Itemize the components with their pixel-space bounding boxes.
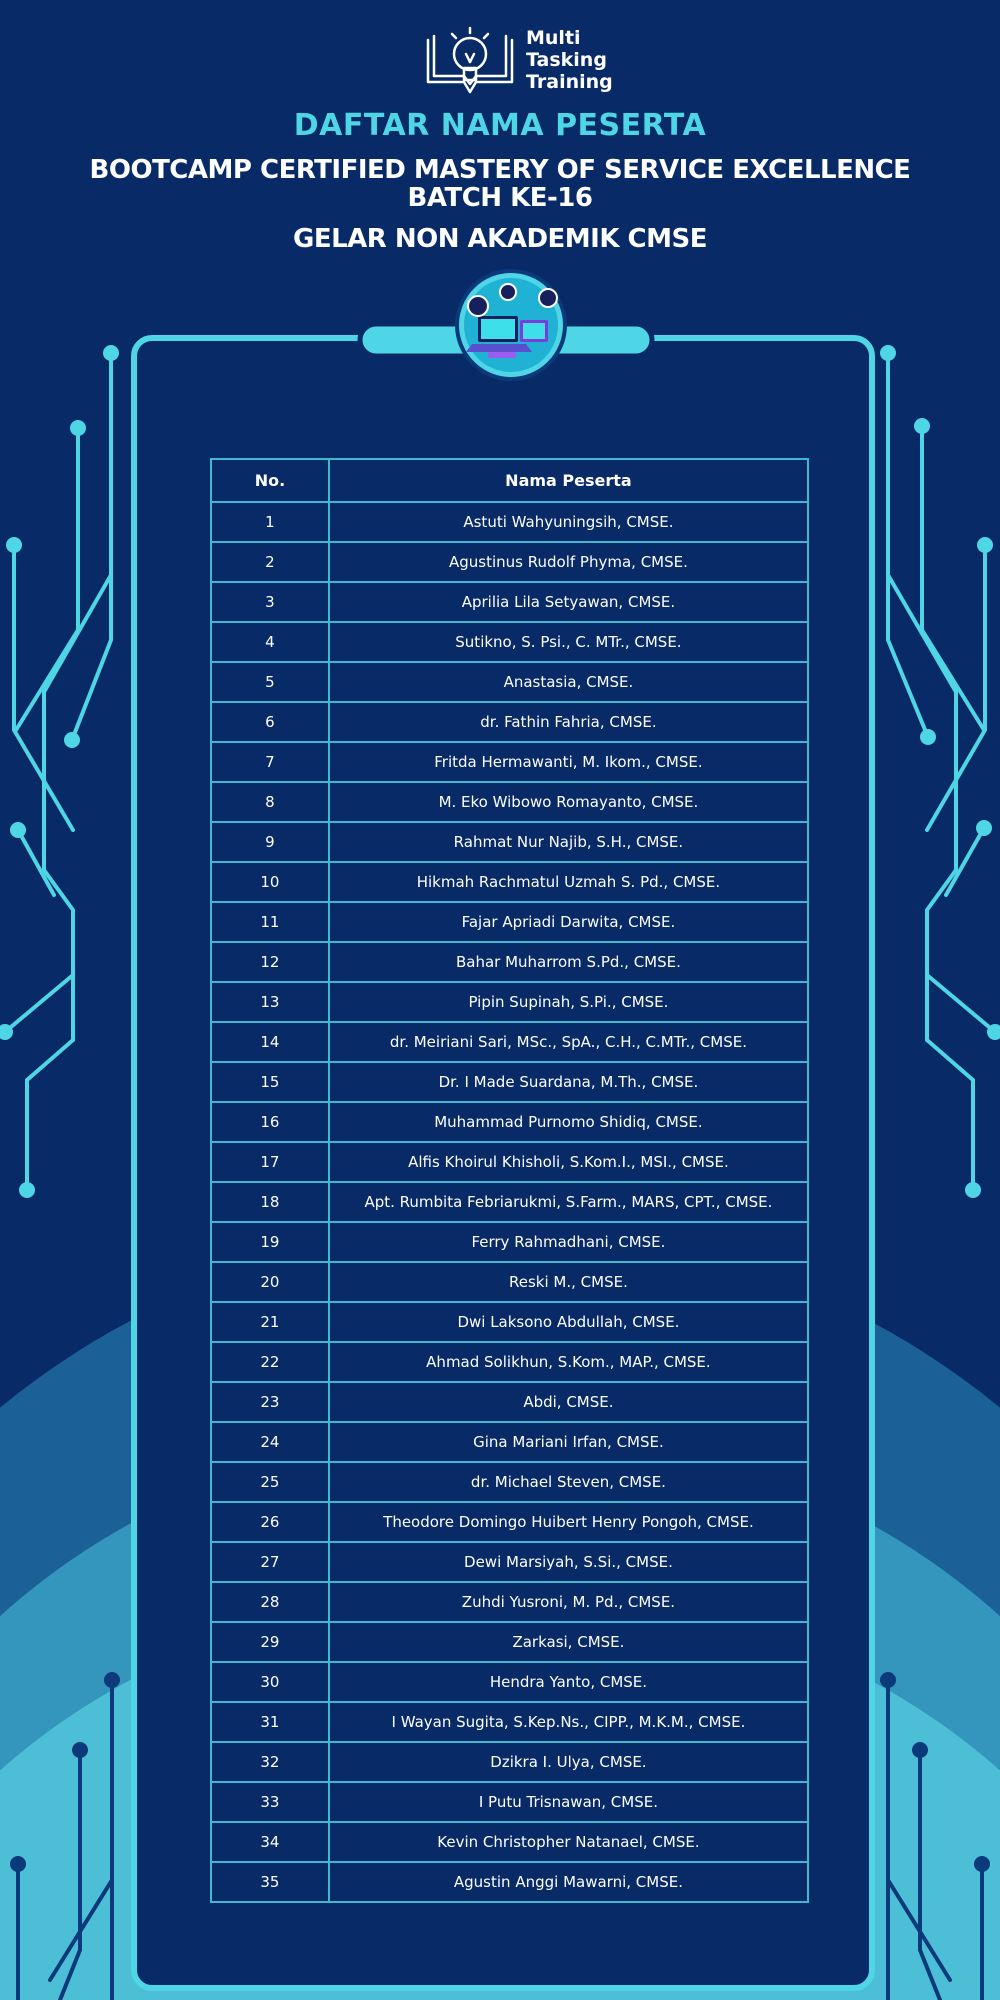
- row-number: 30: [211, 1662, 329, 1702]
- participant-name: dr. Meiriani Sari, MSc., SpA., C.H., C.MTr., CMSE.: [329, 1022, 808, 1062]
- row-number: 33: [211, 1782, 329, 1822]
- row-number: 1: [211, 502, 329, 542]
- row-number: 11: [211, 902, 329, 942]
- table-header-row: [211, 459, 808, 502]
- row-number: 10: [211, 862, 329, 902]
- row-number: 18: [211, 1182, 329, 1222]
- participant-name: Ahmad Solikhun, S.Kom., MAP., CMSE.: [329, 1342, 808, 1382]
- table-row: [211, 502, 808, 542]
- participant-name: Aprilia Lila Setyawan, CMSE.: [329, 582, 808, 622]
- logo-line-2: Tasking: [526, 49, 607, 71]
- page-subtitle: [0, 156, 1000, 212]
- participant-name: Muhammad Purnomo Shidiq, CMSE.: [329, 1102, 808, 1142]
- participant-name: Abdi, CMSE.: [329, 1382, 808, 1422]
- participant-name: Rahmat Nur Najib, S.H., CMSE.: [329, 822, 808, 862]
- table-row: [211, 1462, 808, 1502]
- row-number: 2: [211, 542, 329, 582]
- row-number: 7: [211, 742, 329, 782]
- row-number: 25: [211, 1462, 329, 1502]
- table-row: [211, 1742, 808, 1782]
- page-title: DAFTAR NAMA PESERTA: [293, 108, 707, 143]
- table-row: [211, 942, 808, 982]
- row-number: 32: [211, 1742, 329, 1782]
- row-number: 4: [211, 622, 329, 662]
- table-row: [211, 1222, 808, 1262]
- row-number: 14: [211, 1022, 329, 1062]
- row-number: 31: [211, 1702, 329, 1742]
- column-header-number: No.: [211, 459, 329, 502]
- row-number: 26: [211, 1502, 329, 1542]
- table-row: [211, 1382, 808, 1422]
- table-row: [211, 1662, 808, 1702]
- participant-table: [210, 458, 809, 1903]
- participant-name: Zuhdi Yusroni, M. Pd., CMSE.: [329, 1582, 808, 1622]
- table-row: [211, 1342, 808, 1382]
- table-row: [211, 542, 808, 582]
- row-number: 3: [211, 582, 329, 622]
- participant-name: Hikmah Rachmatul Uzmah S. Pd., CMSE.: [329, 862, 808, 902]
- table-row: [211, 1822, 808, 1862]
- participant-name: Anastasia, CMSE.: [329, 662, 808, 702]
- row-number: 9: [211, 822, 329, 862]
- row-number: 23: [211, 1382, 329, 1422]
- participant-name: Bahar Muharrom S.Pd., CMSE.: [329, 942, 808, 982]
- participant-name: Fajar Apriadi Darwita, CMSE.: [329, 902, 808, 942]
- participant-table-container: [210, 458, 809, 1903]
- participant-name: Dzikra I. Ulya, CMSE.: [329, 1742, 808, 1782]
- lightbulb-book-icon: [426, 24, 516, 96]
- participant-name: Reski M., CMSE.: [329, 1262, 808, 1302]
- participant-name: Hendra Yanto, CMSE.: [329, 1662, 808, 1702]
- table-row: [211, 1622, 808, 1662]
- participant-name: Agustin Anggi Mawarni, CMSE.: [329, 1862, 808, 1902]
- participant-name: M. Eko Wibowo Romayanto, CMSE.: [329, 782, 808, 822]
- row-number: 16: [211, 1102, 329, 1142]
- table-row: [211, 1102, 808, 1142]
- table-row: [211, 1062, 808, 1102]
- table-row: [211, 1582, 808, 1622]
- left-circuit-nodes: [0, 345, 119, 1198]
- table-row: [211, 1302, 808, 1342]
- table-row: [211, 1542, 808, 1582]
- table-row: [211, 1502, 808, 1542]
- row-number: 8: [211, 782, 329, 822]
- table-row: [211, 1702, 808, 1742]
- participant-name: Sutikno, S. Psi., C. MTr., CMSE.: [329, 622, 808, 662]
- row-number: 15: [211, 1062, 329, 1102]
- row-number: 22: [211, 1342, 329, 1382]
- participant-name: Astuti Wahyuningsih, CMSE.: [329, 502, 808, 542]
- participant-name: Dwi Laksono Abdullah, CMSE.: [329, 1302, 808, 1342]
- table-row: [211, 702, 808, 742]
- row-number: 19: [211, 1222, 329, 1262]
- right-circuit-nodes: [880, 345, 1000, 1198]
- table-row: [211, 582, 808, 622]
- table-row: [211, 782, 808, 822]
- row-number: 27: [211, 1542, 329, 1582]
- logo-text: [526, 27, 613, 93]
- table-row: [211, 822, 808, 862]
- row-number: 6: [211, 702, 329, 742]
- row-number: 17: [211, 1142, 329, 1182]
- participant-name: I Wayan Sugita, S.Kep.Ns., CIPP., M.K.M., CMSE.: [329, 1702, 808, 1742]
- table-row: [211, 862, 808, 902]
- table-row: [211, 1022, 808, 1062]
- table-body: [211, 502, 808, 1902]
- table-row: [211, 622, 808, 662]
- participant-name: Pipin Supinah, S.Pi., CMSE.: [329, 982, 808, 1022]
- left-circuit-lines: [5, 353, 111, 1190]
- table-row: [211, 662, 808, 702]
- right-circuit-lines: [888, 353, 995, 1190]
- emblem: [457, 271, 565, 379]
- subtitle-line-1: BOOTCAMP CERTIFIED MASTERY OF SERVICE EXCELLENCE: [89, 155, 911, 185]
- row-number: 29: [211, 1622, 329, 1662]
- degree-title: GELAR NON AKADEMIK CMSE: [293, 224, 707, 254]
- table-row: [211, 982, 808, 1022]
- subtitle-line-2: BATCH KE-16: [407, 183, 593, 213]
- row-number: 20: [211, 1262, 329, 1302]
- participant-name: Ferry Rahmadhani, CMSE.: [329, 1222, 808, 1262]
- row-number: 5: [211, 662, 329, 702]
- participant-name: Dr. I Made Suardana, M.Th., CMSE.: [329, 1062, 808, 1102]
- participant-name: Gina Mariani Irfan, CMSE.: [329, 1422, 808, 1462]
- participant-name: dr. Fathin Fahria, CMSE.: [329, 702, 808, 742]
- row-number: 12: [211, 942, 329, 982]
- table-row: [211, 742, 808, 782]
- table-row: [211, 1262, 808, 1302]
- logo-line-1: Multi: [526, 27, 581, 49]
- participant-name: Kevin Christopher Natanael, CMSE.: [329, 1822, 808, 1862]
- participant-name: Fritda Hermawanti, M. Ikom., CMSE.: [329, 742, 808, 782]
- participant-name: Alfis Khoirul Khisholi, S.Kom.I., MSI., CMSE.: [329, 1142, 808, 1182]
- column-header-name: Nama Peserta: [329, 459, 808, 502]
- table-row: [211, 1182, 808, 1222]
- participant-name: dr. Michael Steven, CMSE.: [329, 1462, 808, 1502]
- row-number: 13: [211, 982, 329, 1022]
- row-number: 24: [211, 1422, 329, 1462]
- row-number: 21: [211, 1302, 329, 1342]
- participant-name: Dewi Marsiyah, S.Si., CMSE.: [329, 1542, 808, 1582]
- table-row: [211, 1422, 808, 1462]
- table-row: [211, 1862, 808, 1902]
- table-row: [211, 1142, 808, 1182]
- logo-line-3: Training: [526, 71, 613, 93]
- participant-name: Apt. Rumbita Febriarukmi, S.Farm., MARS, CPT., CMSE.: [329, 1182, 808, 1222]
- table-row: [211, 1782, 808, 1822]
- row-number: 34: [211, 1822, 329, 1862]
- participant-name: Theodore Domingo Huibert Henry Pongoh, CMSE.: [329, 1502, 808, 1542]
- participant-name: Zarkasi, CMSE.: [329, 1622, 808, 1662]
- participant-name: Agustinus Rudolf Phyma, CMSE.: [329, 542, 808, 582]
- row-number: 28: [211, 1582, 329, 1622]
- table-row: [211, 902, 808, 942]
- participant-name: I Putu Trisnawan, CMSE.: [329, 1782, 808, 1822]
- logo: [426, 24, 626, 96]
- row-number: 35: [211, 1862, 329, 1902]
